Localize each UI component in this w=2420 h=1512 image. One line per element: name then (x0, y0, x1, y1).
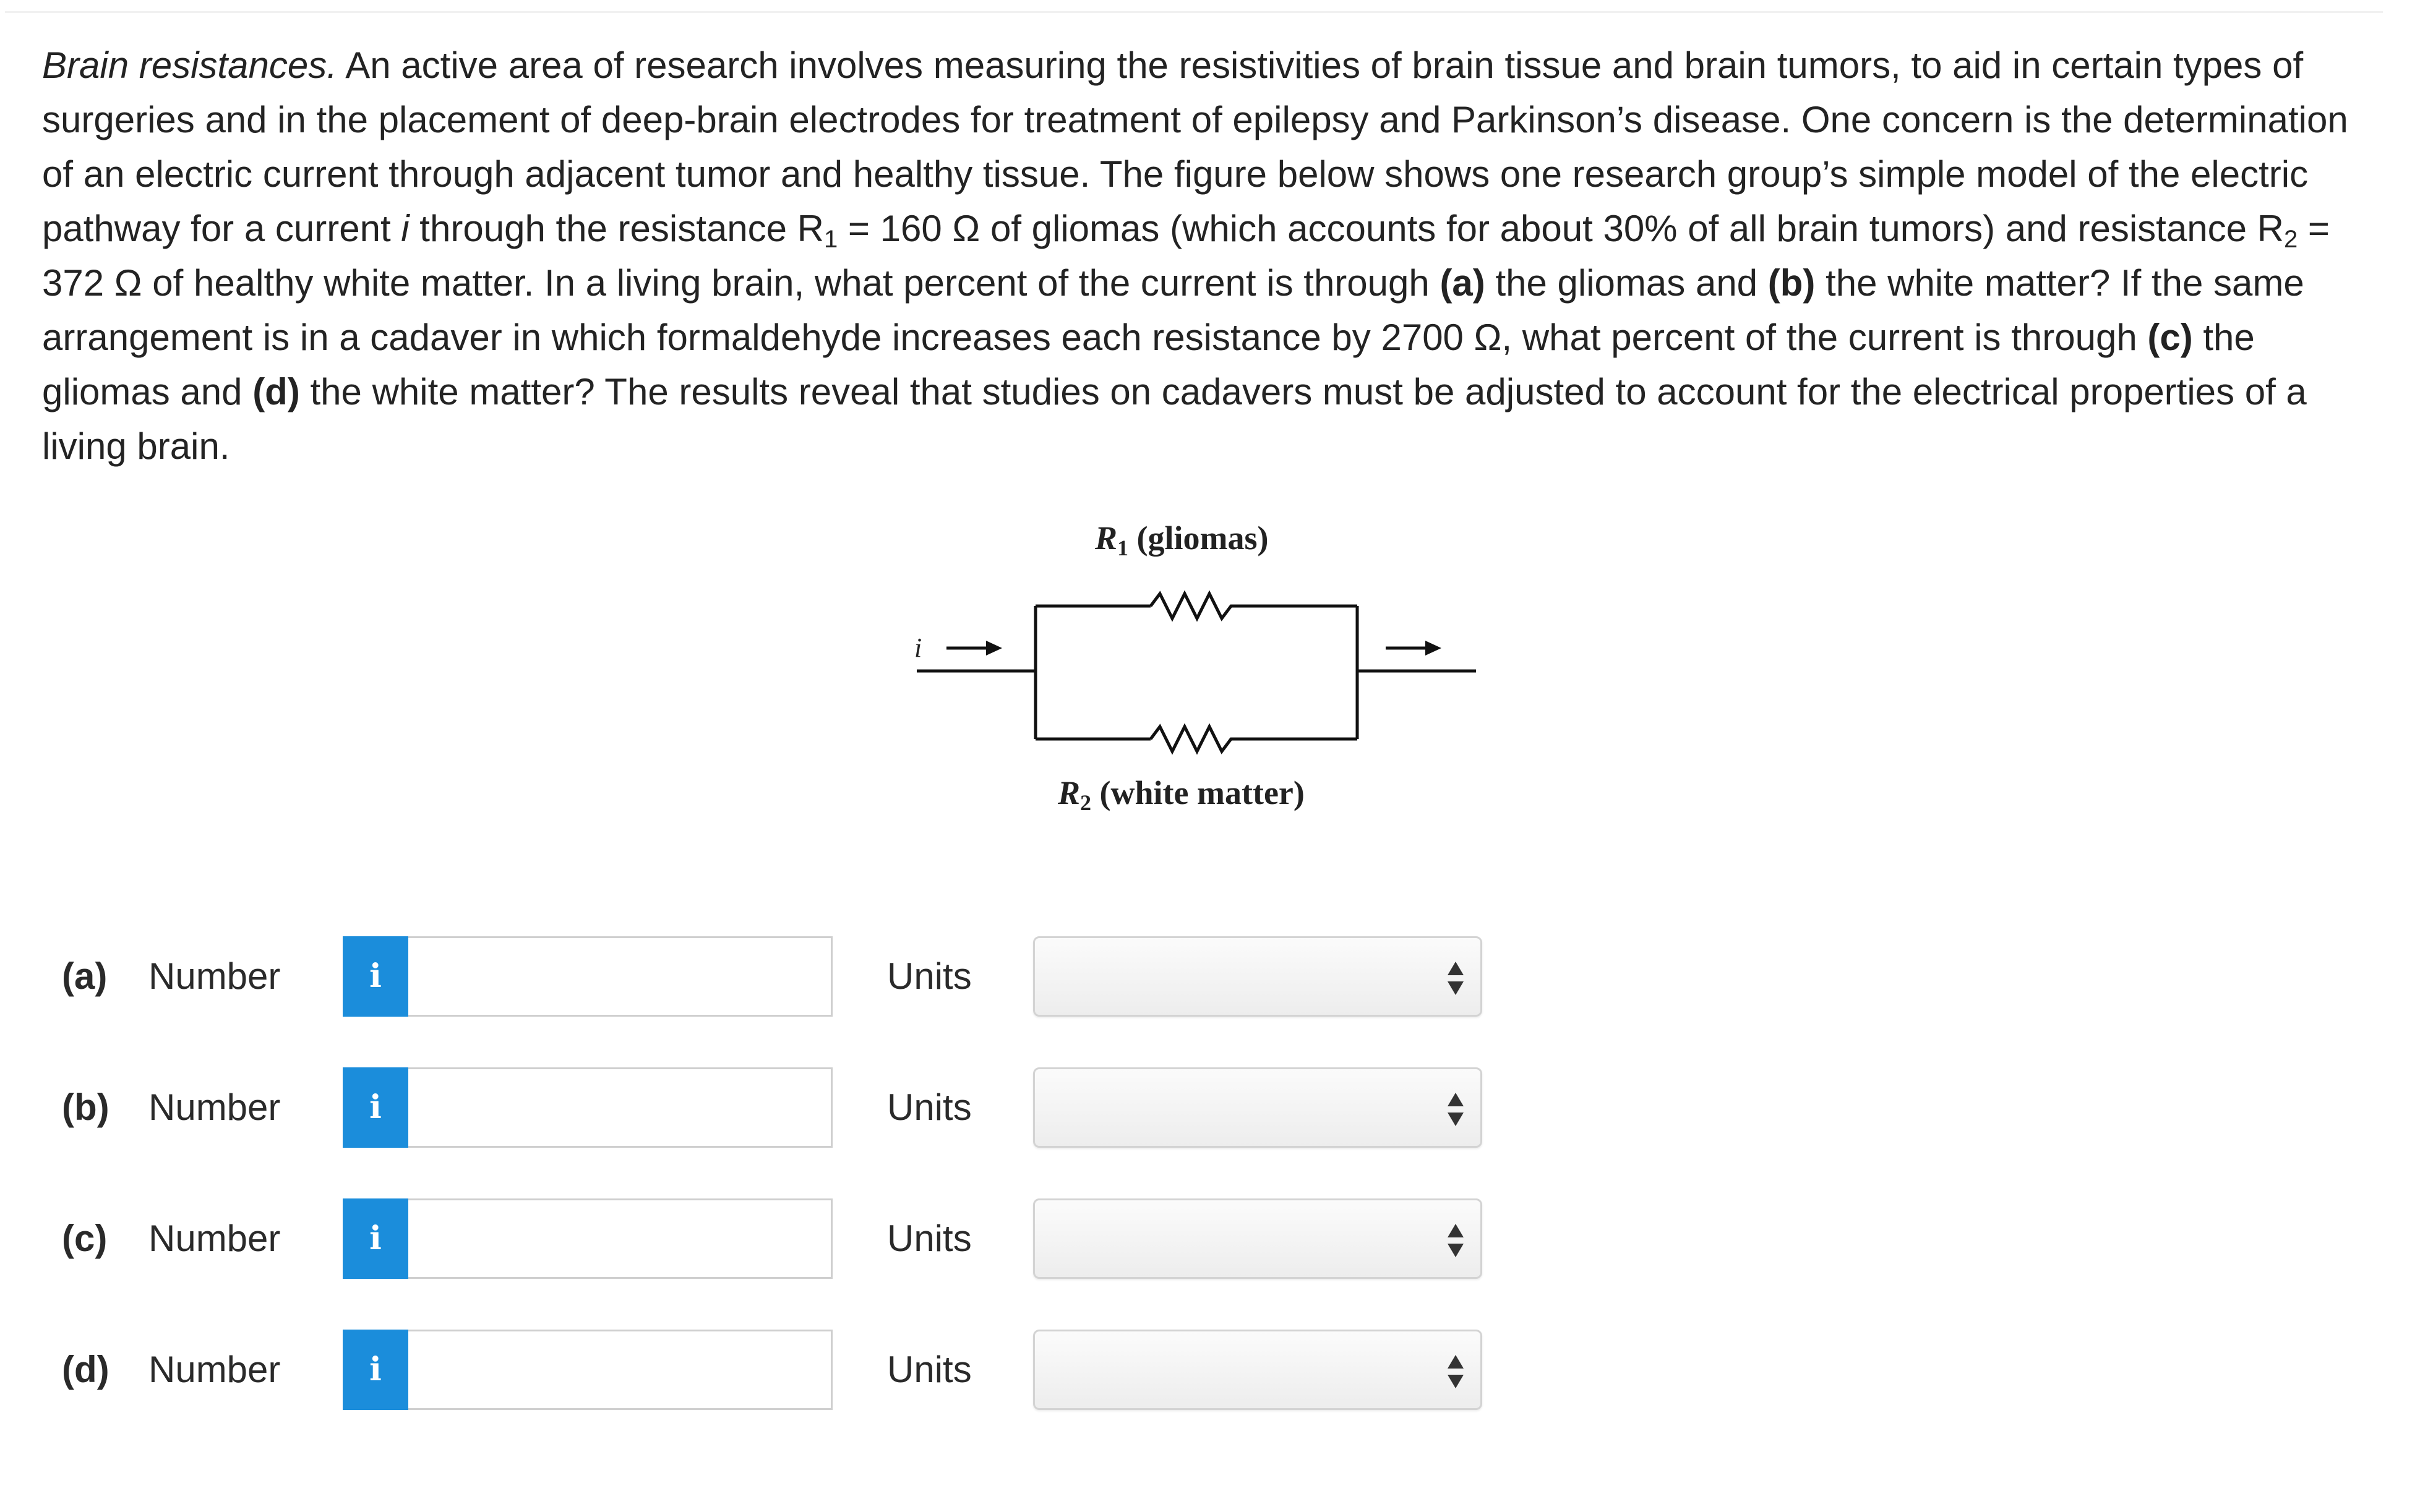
units-select-d[interactable] (1033, 1330, 1482, 1410)
problem-text: = 372 Ω of healthy white matter. In a living brain, what percent of the current is through (42, 208, 2330, 304)
part-b-ref: (b) (1767, 262, 1816, 304)
current-label: i (914, 633, 922, 663)
problem-title: Brain resistances. (42, 45, 337, 86)
units-select-c[interactable] (1033, 1198, 1482, 1279)
problem-text: An active area of research involves measuring the resistivities of brain tissue and brain tumors, to aid in certain types of surgeries and in the placement of deep-brain electrodes for treatment of epilepsy and Parkinson’s disease. One concern is the determination of an electric current through adjacent tumor and healthy tissue. The figure below shows one research group’s simple model of the electric pathway for a current (42, 45, 2348, 249)
number-label: Number (148, 1087, 281, 1128)
select-arrows-icon (1447, 1354, 1464, 1390)
number-label: Number (148, 955, 281, 997)
r2-subscript: 2 (2283, 226, 2298, 253)
circuit-figure (903, 513, 1509, 835)
r1-resistor (1151, 594, 1237, 618)
r1-subscript: 1 (824, 226, 838, 253)
number-label: Number (148, 1218, 281, 1259)
part-d-ref: (d) (252, 371, 300, 412)
r1-label: R1 (gliomas) (1095, 519, 1269, 560)
info-icon[interactable]: i (343, 1330, 408, 1410)
info-icon[interactable]: i (343, 1067, 408, 1148)
r2-label: R2 (white matter) (1058, 774, 1305, 815)
units-label: Units (887, 1218, 972, 1259)
part-label: (d) (62, 1349, 109, 1390)
answer-row-d (62, 1330, 1485, 1410)
number-input-b[interactable] (408, 1067, 833, 1148)
problem-statement (42, 38, 2368, 474)
problem-text: the white matter? If the same arrangement is in a cadaver in which formaldehyde increases each resistance by 2700 Ω, what percent of the current is through (42, 262, 2304, 358)
problem-text: = 160 Ω of gliomas (which accounts for about 30% of all brain tumors) and resistance R (838, 208, 2284, 249)
answer-row-b (62, 1067, 1485, 1148)
problem-text: the gliomas and (1485, 262, 1768, 304)
problem-text: through the resistance R (409, 208, 825, 249)
current-arrow-right (1386, 641, 1441, 656)
number-input-d[interactable] (408, 1330, 833, 1410)
units-select-a[interactable] (1033, 936, 1482, 1017)
number-label: Number (148, 1349, 281, 1390)
units-label: Units (887, 955, 972, 997)
current-symbol: i (401, 208, 410, 249)
part-label: (b) (62, 1087, 109, 1128)
problem-text: the white matter? The results reveal that studies on cadavers must be adjusted to account for the electrical properties of a living brain. (42, 371, 2307, 467)
units-label: Units (887, 1349, 972, 1390)
r2-resistor (1151, 727, 1237, 751)
parallel-circuit-diagram (903, 513, 1509, 835)
number-input-c[interactable] (408, 1198, 833, 1279)
info-icon[interactable]: i (343, 1198, 408, 1279)
select-arrows-icon (1447, 1223, 1464, 1258)
number-input-a[interactable] (408, 936, 833, 1017)
units-select-b[interactable] (1033, 1067, 1482, 1148)
part-label: (a) (62, 955, 108, 997)
answer-row-a (62, 936, 1485, 1017)
current-arrow-left (946, 641, 1002, 656)
part-a-ref: (a) (1440, 262, 1485, 304)
info-icon[interactable]: i (343, 936, 408, 1017)
part-c-ref: (c) (2147, 317, 2193, 358)
select-arrows-icon (1447, 1091, 1464, 1127)
circuit-wires (917, 606, 1476, 739)
problem-text: the gliomas and (42, 317, 2255, 412)
part-label: (c) (62, 1218, 108, 1259)
top-divider (5, 11, 2383, 13)
answer-row-c (62, 1198, 1485, 1279)
units-label: Units (887, 1087, 972, 1128)
select-arrows-icon (1447, 960, 1464, 996)
